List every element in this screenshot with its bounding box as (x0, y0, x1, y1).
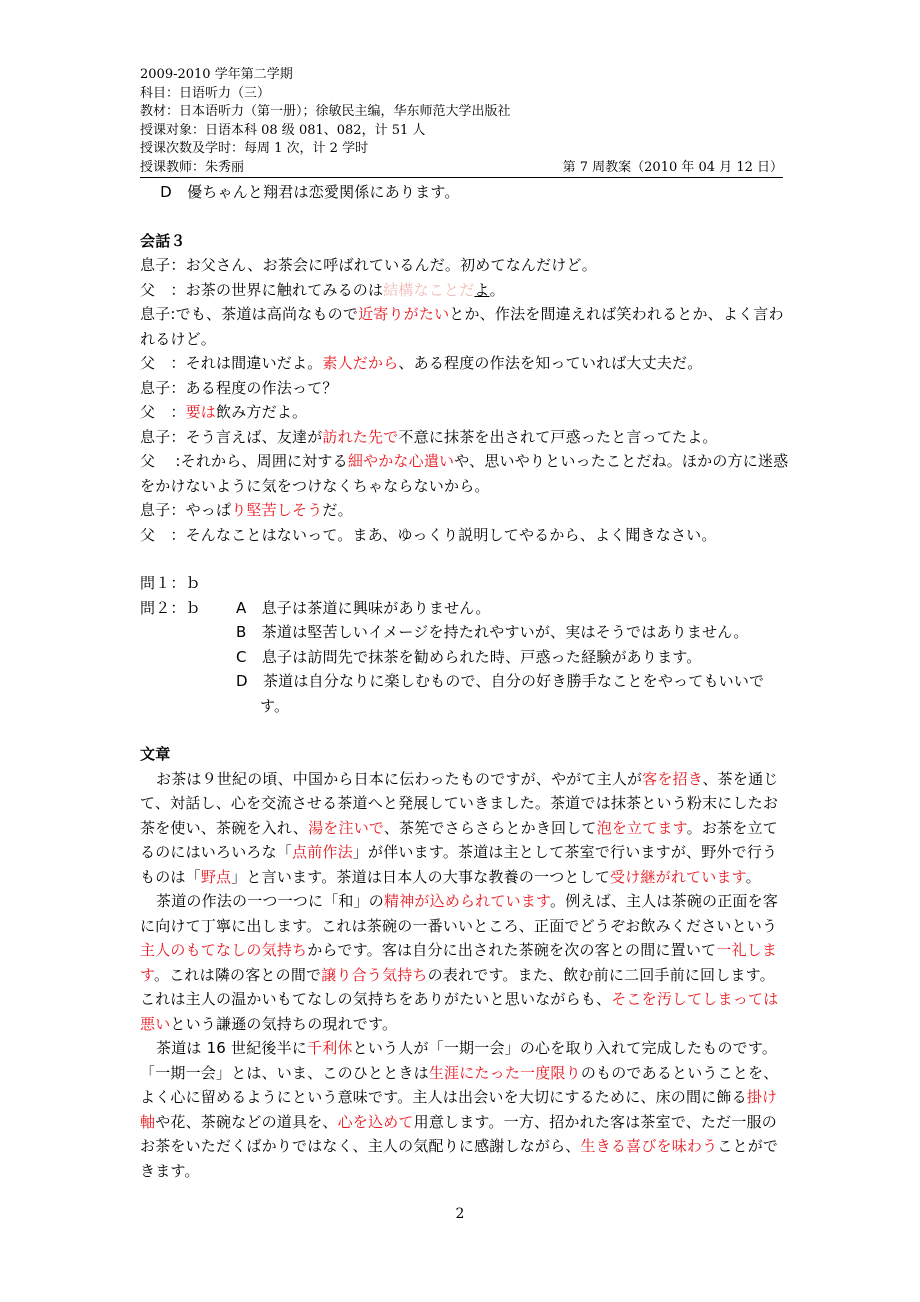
document-header (140, 66, 783, 177)
semester: 2009-2010 学年第二学期 (140, 67, 293, 82)
text-segment: のものであるということを、よく心に留めるようにという意味です。主人は出会いを大切にするために、床の間に飾る (140, 1063, 779, 1106)
dialogue-line: 息子：やっぱり堅苦しそうだ。 (140, 501, 353, 519)
dialogue-line: 父 ：そんなことはないって。まあ、ゆっくり説明してやるから、よく聞きなさい。 (140, 525, 717, 544)
key-phrase: 生きる喜びを味わう (580, 1137, 718, 1155)
key-phrase: 湯を注いで (308, 818, 384, 837)
faint-phrase: 結構なことだ (383, 280, 475, 299)
choice-a: A 息子は茶道に興味がありません。 (236, 598, 491, 617)
audience: 授课对象：日语本科 08 级 081、082，计 51 人 (140, 122, 426, 138)
teacher: 授课教师：朱秀丽 (140, 159, 245, 175)
key-phrase: 譲り合う気持ち (321, 965, 428, 984)
text-segment: 。例えば、主人は茶碗の正面を客に向けて丁寧に出します。これは茶碗の一番いいところ、正面でどうぞお飲みくださいという (140, 892, 779, 935)
text-segment: 。 (745, 867, 761, 886)
dialogue-line: 息子：お父さん、お茶会に呼ばれているんだ。初めてなんだけど。 (140, 256, 597, 274)
dialogue-line: 息子：そう言えば、友達が訪れた先で不意に抹茶を出されて戸惑ったと言ってたよ。 (140, 427, 718, 446)
text-segment: お茶は９世紀の頃、中国から日本に伝わったものですが、やがて主人が (156, 769, 643, 788)
key-phrase: 訪れた先で (322, 427, 399, 446)
text-segment: 。これは隣の客との間で (154, 965, 322, 984)
paragraph-3 (140, 1036, 790, 1183)
text-segment: 」が伴います。茶道は主として茶室で行いますが、野外で行うものは「 (140, 843, 778, 886)
key-phrase: 受け継がれています (610, 867, 746, 886)
choice-d: D 茶道は自分なりに楽しむもので、自分の好き勝手なことをやってもいいです。 (236, 672, 765, 715)
answer-q2: 問２：ｂ (140, 598, 201, 617)
dialogue-line: 息子:でも、茶道は高尚なもので近寄りがたいとか、作法を間違えれば笑われるとか、よく言われるけど。 (140, 305, 784, 348)
bunsho-title: 文章 (140, 745, 171, 763)
dialogue-line: 父 :それから、周囲に対する細やかな心遣いや、思いやりといったことだね。ほかの方に迷惑をかけないように気をつけなくちゃならないから。 (140, 452, 789, 495)
page-body (140, 180, 790, 1183)
text-segment: という人が「一期一会」の心を取り入れて完成したものです。「一期一会」とは、いま、このひとときは (140, 1039, 778, 1082)
key-phrase: 近寄りがたい (358, 305, 450, 323)
paragraph-2 (140, 889, 790, 1036)
key-phrase: 一礼します (140, 941, 778, 984)
key-phrase: そこを汚してしまっては悪い (140, 990, 779, 1033)
choice-b: B 茶道は堅苦しいイメージを持たれやすいが、実はそうではありません。 (236, 623, 749, 641)
text-segment: 茶道の作法の一つ一つに「和」の (156, 892, 385, 910)
paragraph-1 (140, 767, 790, 890)
dialogue-line: 父 ：要は飲み方だよ。 (140, 403, 308, 421)
text-segment: という謙遜の気持ちの現れです。 (170, 1014, 398, 1033)
dialogue-line: 父 ：お茶の世界に触れてみるのは結構なことだよ。 (140, 280, 505, 299)
text-segment: や花、茶碗などの道具を、 (155, 1112, 338, 1131)
header-rule (140, 177, 783, 178)
text-segment: 。お茶を立てるのにはいろいろな「 (140, 818, 778, 861)
text-segment: からです。客は自分に出された茶碗を次の客との間に置いて (307, 941, 717, 959)
key-phrase: 精神が込められています (384, 892, 551, 910)
text-segment: 、茶筅でさらさらとかき回して (383, 818, 597, 837)
choice-c: C 息子は訪問先で抹茶を勧められた時、戸惑った経験があります。 (236, 647, 702, 666)
previous-choice-d: D 優ちゃんと翔君は恋愛関係にあります。 (140, 183, 460, 201)
answer-q1: 問１：ｂ (140, 574, 201, 592)
text-segment: ことができます。 (140, 1137, 779, 1180)
key-phrase: 泡を立てます (596, 818, 687, 837)
dialogue-line: 息子：ある程度の作法って？ (140, 378, 338, 397)
key-phrase: り堅苦しそう (231, 501, 323, 519)
dialogue-line: 父 ：それは間違いだよ。素人だから、ある程度の作法を知っていれば大丈夫だ。 (140, 354, 703, 372)
text-segment: の表れです。また、飲む前に二回手前に回します。これは主人の温かいもてなしの気持ちをありがたいと思いながらも、 (140, 965, 775, 1008)
text-segment: 」と言います。茶道は日本人の大事な教養の一つとして (231, 867, 611, 886)
kaiwa3-title: 会話３ (140, 231, 186, 250)
key-phrase: 要は (185, 403, 217, 421)
page-number: 2 (455, 1206, 465, 1222)
text-segment: 用意します。一方、招かれた客は茶室で、ただ一服のお茶をいただくばかりではなく、主人の気配りに感謝しながら、 (140, 1112, 777, 1155)
key-phrase: 素人だから (322, 354, 399, 372)
key-phrase: 掛け軸 (140, 1088, 778, 1131)
key-phrase: 千利休 (307, 1039, 353, 1057)
text-segment: 、茶を通じて、対話し、心を交流させる茶道へと発展していきました。茶道では抹茶という粉末にしたお茶を使い、茶碗を入れ、 (140, 769, 779, 837)
textbook: 教材：日本语听力（第一册）；徐敏民主编，华东师范大学出版社 (140, 104, 511, 119)
key-phrase: 主人のもてなしの気持ち (140, 941, 308, 959)
subject: 科目：日语听力（三） (140, 85, 271, 101)
answer-q2-block (140, 596, 790, 719)
key-phrase: 生涯にたった一度限り (428, 1063, 581, 1082)
key-phrase: 野点 (200, 867, 232, 886)
key-phrase: 点前作法 (292, 843, 353, 861)
key-phrase: 客を招き (642, 769, 703, 788)
schedule: 授课次数及学时：每周 1 次，计 2 学时 (140, 141, 369, 156)
week-plan: 第 7 周教案（2010 年 04 月 12 日） (562, 159, 783, 175)
key-phrase: 心を込めて (337, 1112, 414, 1131)
header-last-line (140, 159, 783, 178)
key-phrase: 細やかな心遣い (347, 452, 455, 470)
text-segment: 茶道は 16 世紀後半に (156, 1039, 308, 1057)
